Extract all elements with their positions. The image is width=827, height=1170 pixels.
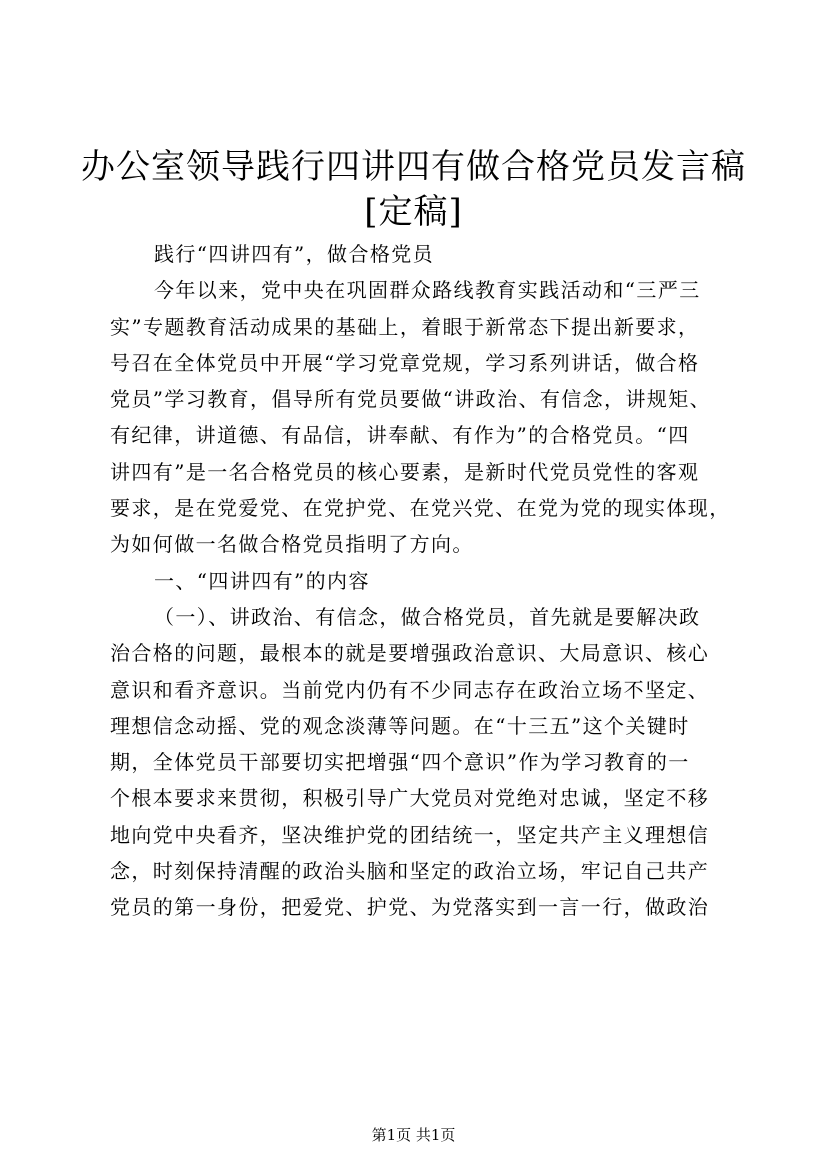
document-title-suffix: [定稿] [364,192,463,232]
body-line: 期，全体党员干部要切实把增强“四个意识”作为学习教育的一 [110,750,690,775]
body-line: 实”专题教育活动成果的基础上，着眼于新常态下提出新要求， [110,314,700,339]
body-line: 意识和看齐意识。当前党内仍有不少同志存在政治立场不坚定、 [110,677,710,702]
body-line: 个根本要求来贯彻，积极引导广大党员对党绝对忠诚，坚定不移 [110,786,710,811]
body-line: 党员的第一身份，把爱党、护党、为党落实到一言一行，做政治 [110,895,710,920]
page-footer: 第1页 共1页 [371,1126,456,1144]
body-line: 念，时刻保持清醒的政治头脑和坚定的政治立场，牢记自己共产 [110,859,710,884]
body-line: 地向党中央看齐，坚决维护党的团结统一，坚定共产主义理想信 [110,822,710,847]
body-line: 治合格的问题，最根本的就是要增强政治意识、大局意识、核心 [110,641,710,666]
section-heading: 一、“四讲四有”的内容 [154,568,370,593]
body-line: 理想信念动摇、党的观念淡薄等问题。在“十三五”这个关键时 [110,713,690,738]
body-line: 号召在全体党员中开展“学习党章党规，学习系列讲话，做合格 [110,350,700,375]
body-line: 践行“四讲四有”，做合格党员 [154,242,435,266]
body-line: 有纪律，讲道德、有品信，讲奉献、有作为”的合格党员。“四 [110,423,690,448]
body-line: 要求，是在党爱党、在党护党、在党兴党、在党为党的现实体现， [110,496,731,521]
body-line: 讲四有”是一名合格党员的核心要素，是新时代党员党性的客观 [110,459,700,484]
body-line: （一）、讲政治、有信念，做合格党员，首先就是要解决政 [154,604,701,629]
document-body [110,236,740,926]
body-line: 今年以来，党中央在巩固群众路线教育实践活动和“三严三 [154,278,701,303]
body-line: 为如何做一名做合格党员指明了方向。 [110,532,474,557]
document-title: 办公室领导践行四讲四有做合格党员发言稿 [81,147,746,187]
body-line: 党员”学习教育，倡导所有党员要做“讲政治、有信念，讲规矩、 [110,387,712,412]
